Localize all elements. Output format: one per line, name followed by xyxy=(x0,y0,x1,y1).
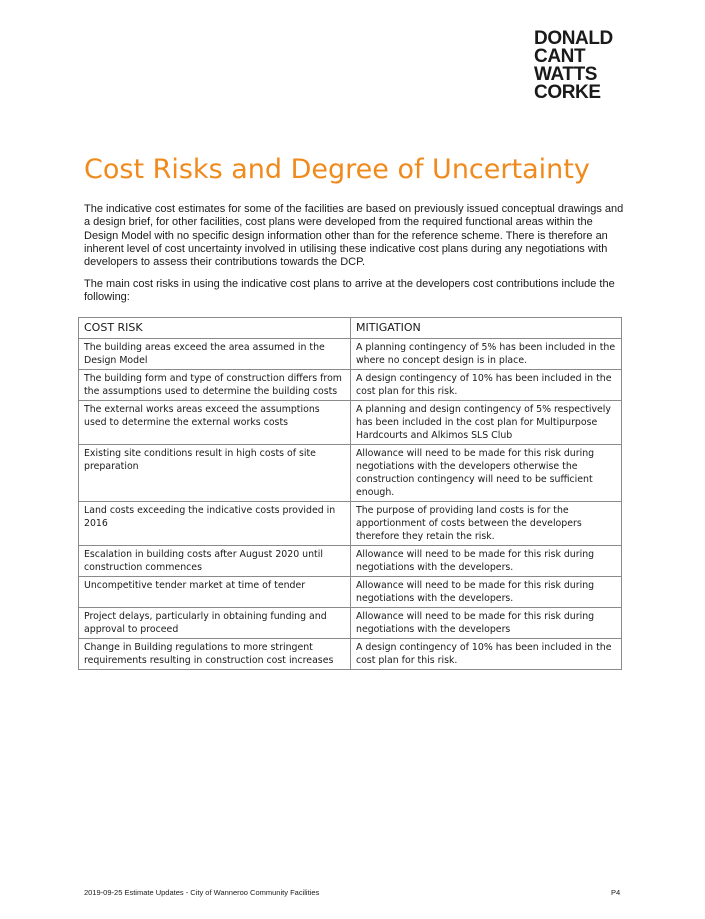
table-row xyxy=(79,608,622,639)
mitigation-cell: Allowance will need to be made for this risk during negotiations with the developers. xyxy=(351,546,622,577)
mitigation-cell: A planning contingency of 5% has been included in the where no concept design is in place. xyxy=(351,339,622,370)
cost-risk-cell: Land costs exceeding the indicative costs provided in 2016 xyxy=(79,502,351,546)
page-title: Cost Risks and Degree of Uncertainty xyxy=(84,154,590,185)
column-header-mitigation: MITIGATION xyxy=(351,318,622,339)
cost-risk-cell: Uncompetitive tender market at time of tender xyxy=(79,577,351,608)
table-row xyxy=(79,577,622,608)
table-row xyxy=(79,370,622,401)
cost-risk-cell: Change in Building regulations to more stringent requirements resulting in construction cost increases xyxy=(79,639,351,670)
table-row xyxy=(79,339,622,370)
cost-risk-cell: Project delays, particularly in obtaining funding and approval to proceed xyxy=(79,608,351,639)
cost-risk-cell: The building form and type of construction differs from the assumptions used to determine the building costs xyxy=(79,370,351,401)
logo-line: DONALD xyxy=(534,28,613,49)
column-header-cost-risk: COST RISK xyxy=(79,318,351,339)
table-header-row xyxy=(79,318,622,339)
mitigation-cell: The purpose of providing land costs is for the apportionment of costs between the developers therefore they retain the risk. xyxy=(351,502,622,546)
table-row xyxy=(79,401,622,445)
mitigation-cell: Allowance will need to be made for this risk during negotiations with the developers. xyxy=(351,577,622,608)
table-row xyxy=(79,546,622,577)
cost-risks-intro-paragraph: The main cost risks in using the indicative cost plans to arrive at the developers cost contributions include the following: xyxy=(84,278,615,304)
cost-risk-table xyxy=(78,317,622,670)
company-logo xyxy=(534,30,634,102)
mitigation-cell: A planning and design contingency of 5% respectively has been included in the cost plan for Multipurpose Hardcourts and Alkimos SLS Club xyxy=(351,401,622,445)
cost-risk-cell: The external works areas exceed the assumptions used to determine the external works costs xyxy=(79,401,351,445)
mitigation-cell: A design contingency of 10% has been included in the cost plan for this risk. xyxy=(351,370,622,401)
table-row xyxy=(79,502,622,546)
mitigation-cell: A design contingency of 10% has been included in the cost plan for this risk. xyxy=(351,639,622,670)
mitigation-cell: Allowance will need to be made for this risk during negotiations with the developers xyxy=(351,608,622,639)
footer-page-number: P4 xyxy=(611,888,621,897)
footer-document-title: 2019-09-25 Estimate Updates - City of Wanneroo Community Facilities xyxy=(84,888,320,897)
cost-risk-cell: Escalation in building costs after August 2020 until construction commences xyxy=(79,546,351,577)
logo-line: WATTS xyxy=(534,64,598,85)
intro-paragraph: The indicative cost estimates for some of the facilities are based on previously issued conceptual drawings and a design brief, for other facilities, cost plans were developed from the required functional areas within the Design Model with no specific design information other than for the reference scheme. There is therefore an inherent level of cost uncertainty involved in utilising these indicative cost plans during any negotiations with developers to assess their contributions towards the DCP. xyxy=(84,203,624,269)
logo-line: CORKE xyxy=(534,82,601,103)
mitigation-cell: Allowance will need to be made for this risk during negotiations with the developers otherwise the construction contingency will need to be sufficient enough. xyxy=(351,445,622,502)
table-row xyxy=(79,639,622,670)
logo-line: CANT xyxy=(534,46,586,67)
cost-risk-cell: The building areas exceed the area assumed in the Design Model xyxy=(79,339,351,370)
table-row xyxy=(79,445,622,502)
cost-risk-cell: Existing site conditions result in high costs of site preparation xyxy=(79,445,351,502)
